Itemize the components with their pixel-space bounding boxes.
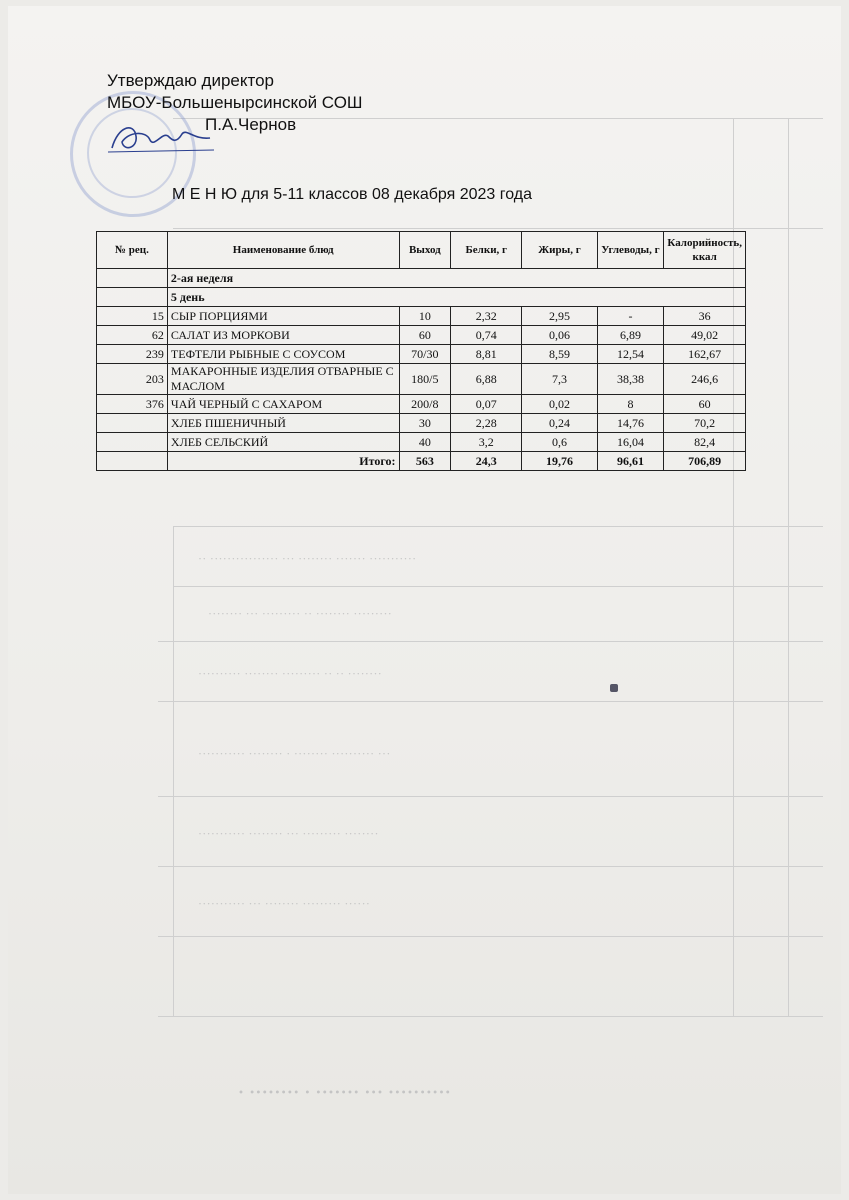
menu-title: М Е Н Ю для 5-11 классов 08 декабря 2023 года [172,186,533,203]
total-carbs: 96,61 [597,452,664,471]
portion: 40 [399,433,451,452]
portion: 30 [399,414,451,433]
carbs: 38,38 [597,364,664,395]
calories: 162,67 [664,345,746,364]
table-row [97,433,746,452]
approval-line-2: МБОУ-Большенырсинской СОШ [107,93,363,112]
week-label: 2-ая неделя [167,269,745,288]
total-row [97,452,746,471]
proteins: 0,07 [451,395,522,414]
proteins: 2,32 [451,307,522,326]
fats: 8,59 [522,345,597,364]
dish-name: САЛАТ ИЗ МОРКОВИ [167,326,399,345]
header-name: Наименование блюд [167,232,399,269]
menu-table [96,231,746,471]
dish-name: СЫР ПОРЦИЯМИ [167,307,399,326]
portion: 70/30 [399,345,451,364]
approval-line-3: П.А.Чернов [205,115,297,134]
rec-number: 15 [97,307,168,326]
total-calories: 706,89 [664,452,746,471]
approval-block [107,70,363,136]
proteins: 8,81 [451,345,522,364]
proteins: 2,28 [451,414,522,433]
table-row [97,395,746,414]
document-page: ·· ················ ··· ········ ······· ··········· ········ ··· ········· ·· ········ ········· ·········· ········ ········· ·· ·· ········ ··········· ········ · ········ ·········· ··· ··········· ········ ··· ········· ········ ··········· ··· ········ ········· ······ · ········ · ······· ··· ·········· Утверждаю директор МБОУ-Большенырсинской СОШ П.А.Чернов М Е Н Ю для 5-11 классов 08 декабря 2023 года № рец. Наименование блюд Выход Белки, г Жиры, г Углеводы, г Калорийность, ккал 2-ая неделя 5 день 15 СЫР ПОРЦИЯМИ 10 2,32 2,95 - 36 62 САЛАТ ИЗ МОРКОВИ 60 0,74 0,06 6,89 49,02 239 ТЕФТЕЛИ РЫБНЫЕ С СОУСОМ 70/30 8,81 8,59 12,54 162,67 203 МАКАРОННЫЕ ИЗДЕЛИЯ ОТВАРНЫЕ С МАСЛОМ 180/5 6,88 7,3 38,38 246,6 376 ЧАЙ ЧЕРНЫЙ С САХАРОМ 200/8 0,07 0,02 8 60 ХЛЕБ ПШЕНИЧНЫЙ 30 2,28 0,24 14,76 70,2 ХЛЕБ СЕЛЬСКИЙ 40 3,2 0,6 16,04 82,4 Итого: 563 24,3 19,76 96,61 706,89 [8,6,841,1194]
rec-number: 376 [97,395,168,414]
rec-number: 203 [97,364,168,395]
total-proteins: 24,3 [451,452,522,471]
header-rec: № рец. [97,232,168,269]
carbs: - [597,307,664,326]
fats: 0,6 [522,433,597,452]
table-row [97,414,746,433]
calories: 246,6 [664,364,746,395]
header-row [97,232,746,269]
header-out: Выход [399,232,451,269]
total-fats: 19,76 [522,452,597,471]
ink-mark [610,684,618,692]
rec-number [97,433,168,452]
fats: 0,24 [522,414,597,433]
proteins: 6,88 [451,364,522,395]
total-portion: 563 [399,452,451,471]
proteins: 3,2 [451,433,522,452]
table-row [97,364,746,395]
table-row [97,345,746,364]
calories: 49,02 [664,326,746,345]
fats: 2,95 [522,307,597,326]
carbs: 14,76 [597,414,664,433]
day-label: 5 день [167,288,745,307]
header-calories: Калорийность, ккал [664,232,746,269]
rec-number: 62 [97,326,168,345]
carbs: 8 [597,395,664,414]
proteins: 0,74 [451,326,522,345]
calories: 82,4 [664,433,746,452]
calories: 60 [664,395,746,414]
calories: 36 [664,307,746,326]
fats: 0,06 [522,326,597,345]
table-row [97,307,746,326]
approval-line-1: Утверждаю директор [107,71,275,90]
fats: 0,02 [522,395,597,414]
dish-name: ХЛЕБ СЕЛЬСКИЙ [167,433,399,452]
week-row [97,269,746,288]
calories: 70,2 [664,414,746,433]
carbs: 6,89 [597,326,664,345]
rec-number: 239 [97,345,168,364]
day-row [97,288,746,307]
portion: 180/5 [399,364,451,395]
total-label: Итого: [167,452,399,471]
carbs: 12,54 [597,345,664,364]
dish-name: МАКАРОННЫЕ ИЗДЕЛИЯ ОТВАРНЫЕ С МАСЛОМ [167,364,399,395]
rec-number [97,414,168,433]
fats: 7,3 [522,364,597,395]
portion: 60 [399,326,451,345]
dish-name: ЧАЙ ЧЕРНЫЙ С САХАРОМ [167,395,399,414]
carbs: 16,04 [597,433,664,452]
dish-name: ТЕФТЕЛИ РЫБНЫЕ С СОУСОМ [167,345,399,364]
table-row [97,326,746,345]
header-carbs: Углеводы, г [597,232,664,269]
header-fats: Жиры, г [522,232,597,269]
dish-name: ХЛЕБ ПШЕНИЧНЫЙ [167,414,399,433]
portion: 10 [399,307,451,326]
header-proteins: Белки, г [451,232,522,269]
portion: 200/8 [399,395,451,414]
